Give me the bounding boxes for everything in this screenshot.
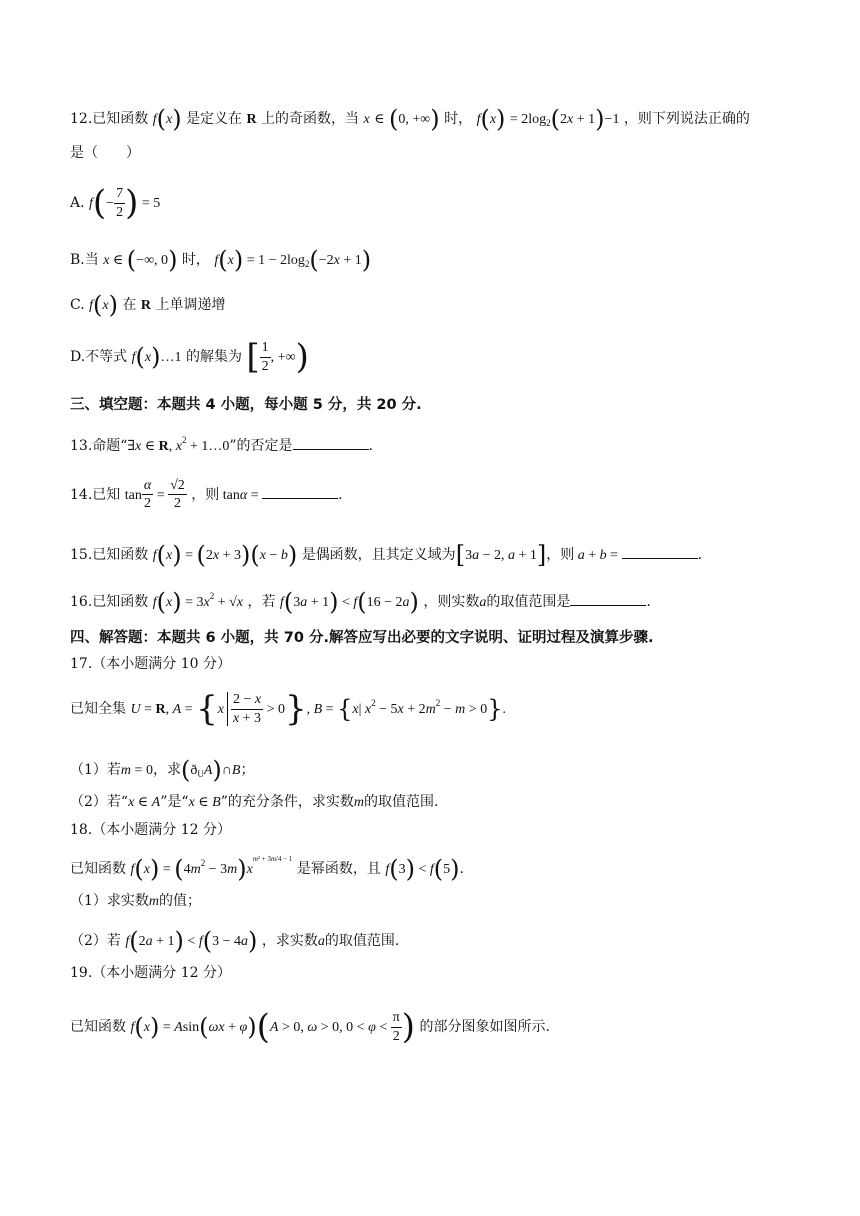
q15-end: . bbox=[697, 547, 703, 563]
option-d-label: D.不等式 bbox=[70, 349, 128, 365]
q16-mid: ，若 bbox=[247, 594, 276, 610]
q18-part2: （2）若 f(2a + 1) < f(3 − 4a) ，求实数a的取值范围. bbox=[70, 927, 400, 955]
q18-stem: 已知函数 $f(x) = (4m^2 - 3m)x^{m^2 + 3m/4 - 1}$ 是幂函数，且 f(3) < f(5). bbox=[70, 855, 464, 883]
q15-prefix: 15.已知函数 bbox=[70, 547, 149, 563]
q13: 13.命题“∃x ∈ R, $x^2$ + 1…0”的否定是 . bbox=[70, 435, 373, 454]
option-b-mid: 时， bbox=[181, 252, 210, 268]
q16-tail: 的取值范围是 bbox=[486, 594, 571, 610]
q17-stem: 已知全集 U = R, A = {x $\frac{2 - x}{x + 3}$ > 0}, B = {x| $x^2 - 5x + 2m^2 - m > 0$}. bbox=[70, 689, 506, 729]
q18-stem-prefix: 已知函数 bbox=[70, 861, 126, 877]
option-c-text: 在 bbox=[122, 297, 137, 313]
q17-part2-end: 的取值范围. bbox=[364, 794, 439, 810]
q19-stem: 已知函数 f(x) = Asin(ωx + φ)(A > 0, ω > 0, 0 < φ < $\frac{\pi}{2}$ ) 的部分图象如图所示. bbox=[70, 1007, 550, 1047]
option-c-tail: 上单调递增 bbox=[155, 297, 226, 313]
q17-part1-end: ； bbox=[240, 762, 255, 778]
q17-stem-prefix: 已知全集 bbox=[70, 701, 126, 717]
q16: 16.已知函数 $f(x) = 3x^2 + √x$ ，若 f(3a + 1) < f(16 − 2a) ，则实数a的取值范围是 . bbox=[70, 588, 651, 616]
q18-part2-prefix: （2）若 bbox=[70, 933, 121, 949]
q12-option-d: D.不等式 f(x)…1 的解集为 [ $\frac{1}{2}$ , +∞) bbox=[70, 337, 309, 377]
q12-option-c: C. f(x) 在 R 上单调递增 bbox=[70, 291, 226, 319]
q18-part2-mid: ，求实数 bbox=[261, 933, 318, 949]
q17-part1-prefix: （1）若 bbox=[70, 762, 121, 778]
q13-prefix: 13.命题“ bbox=[70, 438, 128, 454]
q18-stem-end: . bbox=[459, 861, 464, 877]
q12-text-b: 上的奇函数，当 bbox=[261, 111, 360, 127]
q17-part2-prefix: （2）若“ bbox=[70, 794, 129, 810]
q12-option-b: B.当 x ∈ (−∞, 0) 时， $f(x) = 1 - 2\log_2(-2x + 1)$ bbox=[70, 246, 372, 274]
q12-text-a: 是定义在 bbox=[186, 111, 243, 127]
option-d-tail: 的解集为 bbox=[185, 349, 242, 365]
q15-mid2: ，则 bbox=[546, 547, 575, 563]
q14-end: . bbox=[338, 486, 343, 503]
answer-blank[interactable] bbox=[293, 439, 369, 450]
q12-prefix: 12.已知函数 bbox=[70, 111, 149, 127]
q12-text-d: ，则下列说法正确的 bbox=[623, 111, 750, 127]
q17-part2-mid: ”是“ bbox=[160, 794, 189, 810]
q14: 14.已知 tan $\frac{\alpha}{2}$ = $\frac{√2}{2}$ ，则 tanα = . bbox=[70, 478, 343, 512]
q14-prefix: 14.已知 bbox=[70, 486, 121, 503]
q18-part2-end: 的取值范围. bbox=[324, 933, 400, 949]
q12-stem: 12.已知函数 f(x) 是定义在 R 上的奇函数，当 x ∈ (0, +∞) 时， $f(x) = 2\log_2(2x + 1)-1$ ，则下列说法正确的 bbox=[70, 105, 750, 133]
section-4-title: 四、解答题：本题共 6 小题，共 70 分.解答应写出必要的文字说明、证明过程及演算步骤. bbox=[70, 630, 654, 646]
option-b-label: B.当 bbox=[70, 252, 99, 268]
section-3-title: 三、填空题：本题共 4 小题，每小题 5 分，共 20 分. bbox=[70, 397, 422, 413]
answer-blank[interactable] bbox=[622, 548, 698, 559]
q16-prefix: 16.已知函数 bbox=[70, 594, 149, 610]
q17-part1-mid: ，求 bbox=[152, 762, 181, 778]
q18-stem-mid: 是幂函数，且 bbox=[296, 861, 381, 877]
q13-end: . bbox=[368, 438, 373, 454]
q17-part2: （2）若“x ∈ A”是“x ∈ B”的充分条件，求实数m的取值范围. bbox=[70, 794, 439, 810]
q18-part1-text: （1）求实数 bbox=[70, 893, 149, 909]
option-c-label: C. bbox=[70, 297, 85, 313]
q12-text-c: 时， bbox=[444, 111, 473, 127]
q19-header: 19.（本小题满分 12 分） bbox=[70, 965, 231, 981]
q18-part1: （1）求实数m的值； bbox=[70, 893, 202, 909]
q18-part1-end: 的值； bbox=[159, 893, 202, 909]
q17-part2-tail: ”的充分条件，求实数 bbox=[220, 794, 354, 810]
q16-mid2: ，则实数 bbox=[423, 594, 480, 610]
q18-header: 18.（本小题满分 12 分） bbox=[70, 822, 231, 838]
q12-stem-line2: 是（ ） bbox=[70, 145, 140, 161]
q19-stem-prefix: 已知函数 bbox=[70, 1019, 126, 1035]
option-a-label: A. bbox=[70, 195, 85, 211]
answer-blank[interactable] bbox=[570, 595, 646, 606]
answer-blank[interactable] bbox=[262, 488, 338, 499]
q13-suffix: ”的否定是 bbox=[229, 438, 293, 454]
q17-part1: （1）若m = 0，求$(ð_UA)\cap B$； bbox=[70, 756, 255, 784]
q12-option-a: A. f(− $\frac{7}{2}$ ) = 5 bbox=[70, 183, 161, 223]
q15: 15.已知函数 f(x) = (2x + 3)(x − b) 是偶函数，且其定义域为[3a − 2, a + 1]，则 a + b = . bbox=[70, 541, 703, 569]
q14-mid: ，则 bbox=[191, 486, 220, 503]
q16-end: . bbox=[646, 594, 651, 610]
q19-stem-end: 的部分图象如图所示. bbox=[419, 1019, 550, 1035]
q15-mid: 是偶函数，且其定义域为 bbox=[301, 547, 456, 563]
q17-header: 17.（本小题满分 10 分） bbox=[70, 656, 231, 672]
